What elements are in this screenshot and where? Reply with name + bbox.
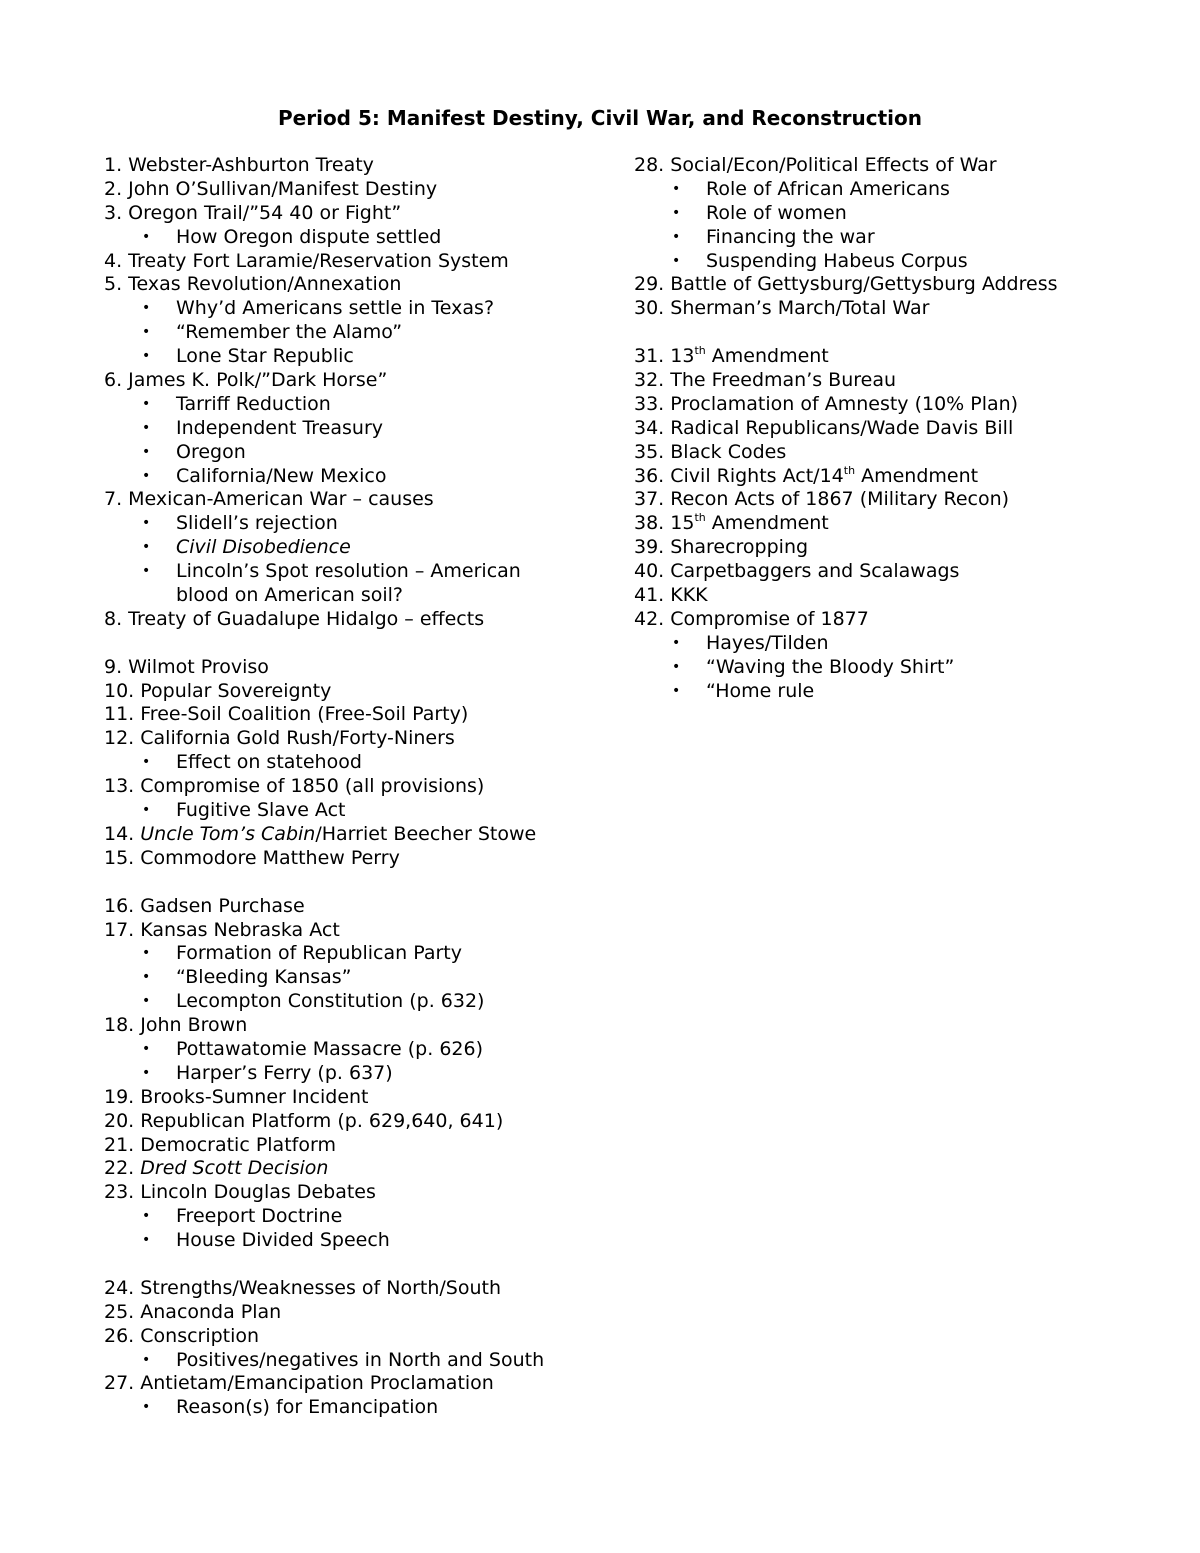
sub-item: • Financing the war bbox=[672, 225, 875, 248]
list-item: 25. Anaconda Plan bbox=[104, 1300, 282, 1323]
list-item: 16. Gadsen Purchase bbox=[104, 894, 305, 917]
bullet-icon: • bbox=[142, 945, 151, 962]
sub-item: • Formation of Republican Party bbox=[142, 942, 462, 965]
list-item: 28. Social/Econ/Political Effects of War bbox=[634, 154, 997, 176]
bullet-icon: • bbox=[672, 658, 681, 675]
list-item: 33. Proclamation of Amnesty (10% Plan) bbox=[634, 392, 1019, 415]
list-item: 17. Kansas Nebraska Act bbox=[104, 918, 340, 941]
list-item: 2. John O’Sullivan/Manifest Destiny bbox=[104, 177, 438, 200]
sub-item: • Fugitive Slave Act bbox=[142, 799, 346, 822]
sub-item: • Lecompton Constitution (p. 632) bbox=[142, 990, 485, 1013]
sub-item: • Reason(s) for Emancipation bbox=[142, 1396, 439, 1419]
sub-item: • Hayes/Tilden bbox=[672, 631, 829, 654]
sub-item: • Freeport Doctrine bbox=[142, 1205, 343, 1228]
bullet-icon: • bbox=[672, 634, 681, 651]
sub-item: • House Divided Speech bbox=[142, 1229, 390, 1252]
list-item: 31. 13th Amendment bbox=[634, 344, 829, 368]
list-item: 34. Radical Republicans/Wade Davis Bill bbox=[634, 416, 1014, 439]
bullet-icon: • bbox=[142, 395, 151, 412]
sub-item: • How Oregon dispute settled bbox=[142, 225, 442, 248]
list-item: 7. Mexican-American War – causes bbox=[104, 488, 434, 511]
list-item: 32. The Freedman’s Bureau bbox=[634, 369, 897, 392]
list-item: 21. Democratic Platform bbox=[104, 1133, 336, 1156]
sub-item: • Lincoln’s Spot resolution – American bbox=[142, 560, 521, 583]
bullet-icon: • bbox=[142, 1232, 151, 1249]
bullet-icon: • bbox=[142, 228, 151, 245]
sub-item: • “Bleeding Kansas” bbox=[142, 966, 352, 989]
list-item: 13. Compromise of 1850 (all provisions) bbox=[104, 775, 485, 798]
right-column bbox=[634, 154, 1154, 703]
list-item: 38. 15th Amendment bbox=[634, 511, 829, 535]
sub-item-continuation: blood on American soil? bbox=[176, 584, 404, 607]
list-item: 9. Wilmot Proviso bbox=[104, 655, 269, 678]
sub-item: • California/New Mexico bbox=[142, 464, 387, 487]
list-item: 24. Strengths/Weaknesses of North/South bbox=[104, 1276, 502, 1299]
list-item: 8. Treaty of Guadalupe Hidalgo – effects bbox=[104, 607, 485, 630]
bullet-icon: • bbox=[142, 1208, 151, 1225]
spacer bbox=[634, 321, 1154, 345]
list-item: 4. Treaty Fort Laramie/Reservation System bbox=[104, 249, 509, 272]
bullet-icon: • bbox=[672, 204, 681, 221]
bullet-icon: • bbox=[142, 539, 151, 556]
list-item: 36. Civil Rights Act/14th Amendment bbox=[634, 463, 979, 487]
bullet-icon: • bbox=[672, 252, 681, 269]
list-item: 15. Commodore Matthew Perry bbox=[104, 846, 400, 869]
sub-item: • Effect on statehood bbox=[142, 751, 362, 774]
bullet-icon: • bbox=[142, 1399, 151, 1416]
list-item: 1. Webster-Ashburton Treaty bbox=[104, 154, 374, 176]
bullet-icon: • bbox=[142, 419, 151, 436]
sub-item: • Civil Disobedience bbox=[142, 536, 351, 559]
list-item: 23. Lincoln Douglas Debates bbox=[104, 1181, 376, 1204]
sub-item: • Positives/negatives in North and South bbox=[142, 1348, 545, 1371]
list-item: 39. Sharecropping bbox=[634, 536, 809, 559]
list-item: 37. Recon Acts of 1867 (Military Recon) bbox=[634, 488, 1010, 511]
list-item: 11. Free-Soil Coalition (Free-Soil Party) bbox=[104, 703, 469, 726]
sub-item: • “Home rule bbox=[672, 679, 815, 702]
bullet-icon: • bbox=[142, 443, 151, 460]
left-column bbox=[104, 154, 594, 1420]
bullet-icon: • bbox=[142, 467, 151, 484]
list-item: 14. Uncle Tom’s Cabin/Harriet Beecher Stowe bbox=[104, 822, 537, 845]
sub-item: • Lone Star Republic bbox=[142, 345, 354, 368]
list-item: 29. Battle of Gettysburg/Gettysburg Address bbox=[634, 273, 1058, 296]
list-item: 6. James K. Polk/”Dark Horse” bbox=[104, 369, 388, 392]
spacer bbox=[104, 871, 594, 895]
bullet-icon: • bbox=[142, 348, 151, 365]
sub-item: • Independent Treasury bbox=[142, 416, 384, 439]
bullet-icon: • bbox=[142, 993, 151, 1010]
list-item: 22. Dred Scott Decision bbox=[104, 1157, 329, 1180]
list-item: 35. Black Codes bbox=[634, 440, 787, 463]
spacer bbox=[104, 632, 594, 656]
list-item: 40. Carpetbaggers and Scalawags bbox=[634, 560, 960, 583]
sub-item: • Slidell’s rejection bbox=[142, 512, 338, 535]
bullet-icon: • bbox=[142, 324, 151, 341]
bullet-icon: • bbox=[142, 969, 151, 986]
sub-item: • Why’d Americans settle in Texas? bbox=[142, 297, 495, 320]
sub-item: • “Waving the Bloody Shirt” bbox=[672, 655, 955, 678]
list-item: 20. Republican Platform (p. 629,640, 641) bbox=[104, 1109, 504, 1132]
sub-item: • Pottawatomie Massacre (p. 626) bbox=[142, 1037, 483, 1060]
list-item: 41. KKK bbox=[634, 584, 708, 607]
sub-item: • Suspending Habeus Corpus bbox=[672, 249, 968, 272]
list-item: 30. Sherman’s March/Total War bbox=[634, 297, 930, 320]
sub-item: • Tarriff Reduction bbox=[142, 392, 331, 415]
list-item: 27. Antietam/Emancipation Proclamation bbox=[104, 1372, 494, 1395]
bullet-icon: • bbox=[672, 180, 681, 197]
bullet-icon: • bbox=[142, 1064, 151, 1081]
list-item: 5. Texas Revolution/Annexation bbox=[104, 273, 402, 296]
list-item: 12. California Gold Rush/Forty-Niners bbox=[104, 727, 455, 750]
sub-item: • Oregon bbox=[142, 440, 246, 463]
bullet-icon: • bbox=[142, 515, 151, 532]
list-item: 18. John Brown bbox=[104, 1014, 248, 1037]
list-item: 10. Popular Sovereignty bbox=[104, 679, 332, 702]
sub-item: • Role of women bbox=[672, 201, 847, 224]
sub-item: • Harper’s Ferry (p. 637) bbox=[142, 1061, 393, 1084]
bullet-icon: • bbox=[672, 228, 681, 245]
page-title: Period 5: Manifest Destiny, Civil War, and Reconstruction bbox=[278, 106, 922, 130]
sub-item: • Role of African Americans bbox=[672, 177, 950, 200]
list-item: 42. Compromise of 1877 bbox=[634, 607, 869, 630]
bullet-icon: • bbox=[142, 300, 151, 317]
bullet-icon: • bbox=[672, 682, 681, 699]
sub-item: • “Remember the Alamo” bbox=[142, 321, 403, 344]
list-item: 19. Brooks-Sumner Incident bbox=[104, 1085, 369, 1108]
list-item: 26. Conscription bbox=[104, 1324, 260, 1347]
bullet-icon: • bbox=[142, 1040, 151, 1057]
bullet-icon: • bbox=[142, 754, 151, 771]
bullet-icon: • bbox=[142, 802, 151, 819]
bullet-icon: • bbox=[142, 563, 151, 580]
bullet-icon: • bbox=[142, 1351, 151, 1368]
list-item: 3. Oregon Trail/”54 40 or Fight” bbox=[104, 201, 402, 224]
spacer bbox=[104, 1253, 594, 1277]
